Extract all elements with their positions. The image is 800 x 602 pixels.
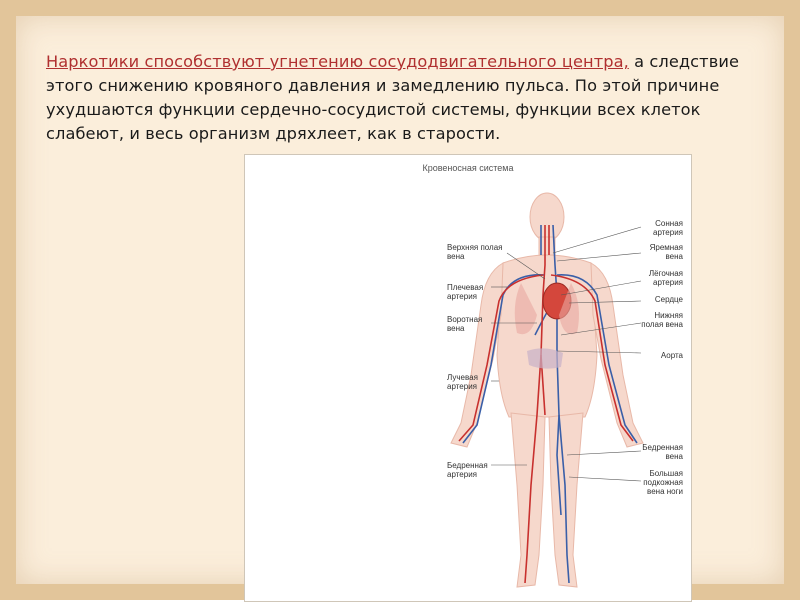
highlighted-phrase: Наркотики способствуют угнетению сосудодвигательного центра,	[46, 52, 629, 71]
label-heart: Сердце	[654, 295, 683, 304]
liver-shape	[527, 348, 563, 368]
label-pulmonary-artery: Лёгочная артерия	[648, 269, 683, 287]
label-jugular-vein: Яремная вена	[649, 243, 683, 261]
label-aorta: Аорта	[660, 351, 683, 360]
label-brachial-artery: Плечевая артерия	[447, 283, 484, 301]
figure-title: Кровеносная система	[422, 163, 514, 173]
label-femoral-vein: Бедренная вена	[642, 443, 683, 461]
label-superior-vena-cava: Верхняя полая вена	[447, 243, 503, 261]
label-carotid-artery: Сонная артерия	[653, 219, 683, 237]
circulatory-system-figure	[244, 154, 692, 602]
label-inferior-vena-cava: Нижняя полая вена	[641, 311, 683, 329]
label-great-saphenous-vein: Большая подкожная вена ноги	[643, 469, 683, 496]
body-paragraph: а следствие этого снижению кровяного давления и замедлению пульса. По этой причине ухудшаются функции сердечно-сосудистой системы, функции всех клеток слабеют, и весь организм дряхлеет, как в старости.	[46, 52, 740, 143]
label-radial-artery: Лучевая артерия	[447, 373, 478, 391]
slide-body-text	[46, 50, 776, 146]
label-portal-vein: Воротная вена	[447, 315, 483, 333]
label-femoral-artery: Бедренная артерия	[447, 461, 488, 479]
